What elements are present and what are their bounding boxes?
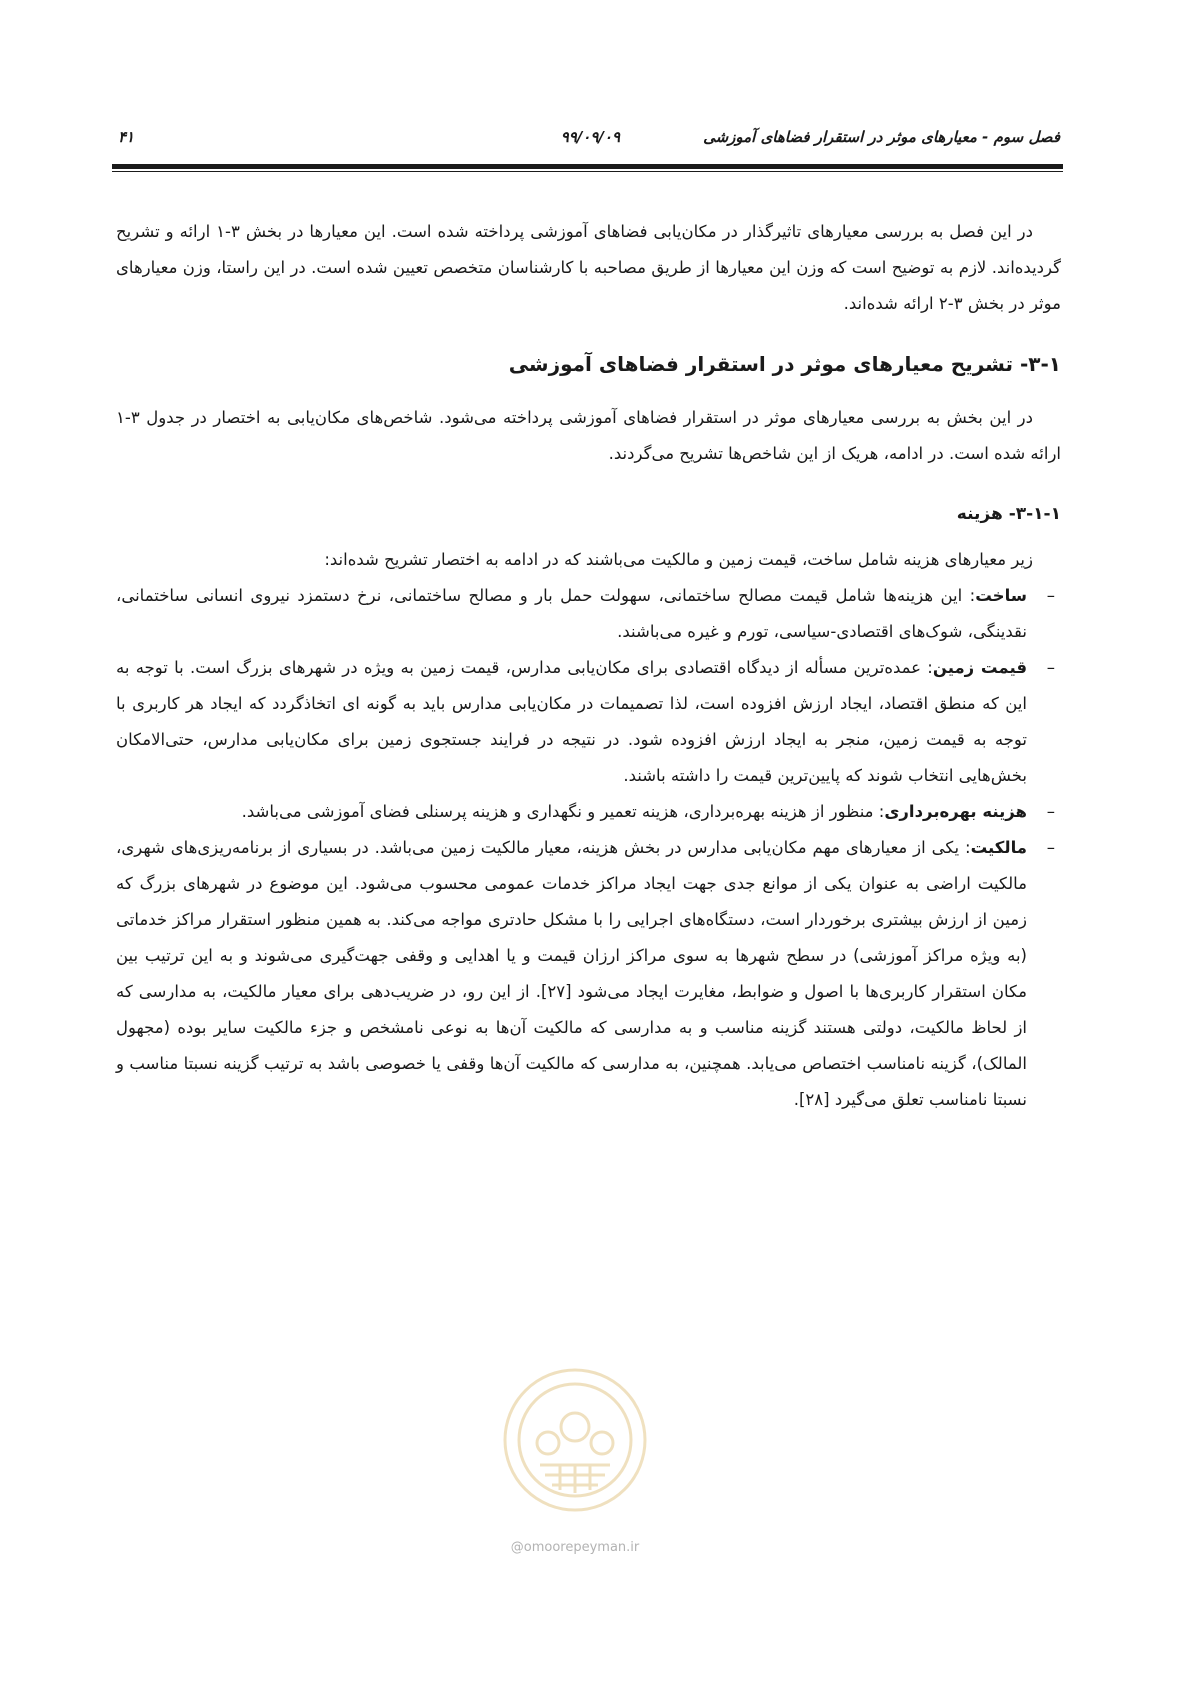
list-item [116,830,1061,1118]
bullet-text: : این هزینه‌ها شامل قیمت مصالح ساختمانی، سهولت حمل بار و مصالح ساختمانی، نرخ دستمزد نیروی انسانی ساختمانی، نقدینگی، شوک‌های اقتصادی-سیاسی، تورم و غیره می‌باشند. [116,586,1027,641]
bullet-text: : یکی از معیارهای مهم مکان‌یابی مدارس در بخش هزینه، معیار مالکیت زمین می‌باشد. در بسیاری از برنامه‌ریزی‌های شهری، مالکیت اراضی به عنوان یکی از موانع جدی جهت ایجاد مراکز خدمات عمومی محسوب می‌شود. این موضوع در شهرهای بزرگ که زمین از ارزش بیشتری برخوردار است، دستگاه‌های اجرایی را با مشکل حادتری مواجه می‌کند. به همین منظور استقرار مراکز خدماتی (به ویژه مراکز آموزشی) در سطح شهرها به سوی مراکز ارزان قیمت و یا اهدایی و وقفی جهت‌گیری می‌شوند و به این ترتیب بین مکان استقرار کاربری‌ها با اصول و ضوابط، مغایرت ایجاد می‌شود [۲۷]. از این رو، در ضریب‌دهی برای معیار مالکیت، به مدارسی که از لحاظ مالکیت، دولتی هستند گزینه مناسب و به مدارسی که مالکیت آن‌ها به نوعی نامشخص و جزء مالکیت سایر بوده (مجهول المالک)، گزینه نامناسب اختصاص می‌یابد. همچنین، به مدارسی که مالکیت آن‌ها وقفی یا خصوصی باشد به ترتیب گزینه نسبتا مناسب و نسبتا نامناسب تعلق می‌گیرد [۲۸]. [116,838,1027,1109]
bullet-dash: – [1046,586,1055,605]
header-rule-thin [112,171,1063,172]
list-item [116,794,1061,830]
chapter-title: فصل سوم - معیارهای موثر در استقرار فضاهای آموزشی [703,128,1060,146]
bullet-dash: – [1046,838,1055,857]
page-number: ۴۱ [118,128,135,146]
subsection-intro: زیر معیارهای هزینه شامل ساخت، قیمت زمین و مالکیت می‌باشند که در ادامه به اختصار تشریح شده‌اند: [324,550,1033,569]
bullet-dash: – [1046,658,1055,677]
header-rule-thick [112,164,1063,169]
bullet-dash: – [1046,802,1055,821]
header-date: ۹۹/۰۹/۰۹ [560,128,620,146]
bullet-term: ساخت [975,586,1027,605]
section-heading: ۳-۱- تشریح معیارهای موثر در استقرار فضاهای آموزشی [508,352,1061,376]
criteria-list [116,578,1061,1118]
page-header [118,128,1060,152]
bullet-term: هزینه بهره‌برداری [884,802,1027,821]
watermark-website: @omoorepeyman.ir [510,1540,640,1555]
bullet-text: : عمده‌ترین مسأله از دیدگاه اقتصادی برای مکان‌یابی مدارس، قیمت زمین به ویژه در شهرهای بزرگ است. با توجه به این که منطق اقتصاد، ایجاد ارزش افزوده است، لذا تصمیمات در مکان‌یابی مدارس باید به گونه ای اتخاذگردد که ایجاد هر کاربری با توجه به قیمت زمین، منجر به ایجاد ارزش افزوده شود. در نتیجه در فرایند جستجوی زمین برای مکان‌یابی مدارس، حتی‌الامکان بخش‌هایی انتخاب شوند که پایین‌ترین قیمت را داشته باشند. [116,658,1027,785]
bullet-text: : منظور از هزینه بهره‌برداری، هزینه تعمیر و نگهداری و هزینه پرسنلی فضای آموزشی می‌باشد. [241,802,885,821]
list-item [116,650,1061,794]
section-paragraph: در این بخش به بررسی معیارهای موثر در استقرار فضاهای آموزشی پرداخته می‌شود. شاخص‌های مکان‌یابی به اختصار در جدول ۳-۱ ارائه شده است. در ادامه، هریک از این شاخص‌ها تشریح می‌گردند. [116,408,1061,463]
watermark-seal-icon [500,1365,650,1515]
subsection-heading: ۳-۱-۱- هزینه [956,504,1061,524]
bullet-term: قیمت زمین [932,658,1027,677]
intro-paragraph: در این فصل به بررسی معیارهای تاثیرگذار در مکان‌یابی فضاهای آموزشی پرداخته شده است. این معیارها در بخش ۳-۱ ارائه و تشریح گردیده‌اند. لازم به توضیح است که وزن این معیارها از طریق مصاحبه با کارشناسان متخصص تعیین شده است. در این راستا، وزن معیارهای موثر در بخش ۳-۲ ارائه شده‌اند. [116,222,1061,313]
list-item [116,578,1061,650]
bullet-term: مالکیت [970,838,1027,857]
page-body [116,214,1061,1118]
